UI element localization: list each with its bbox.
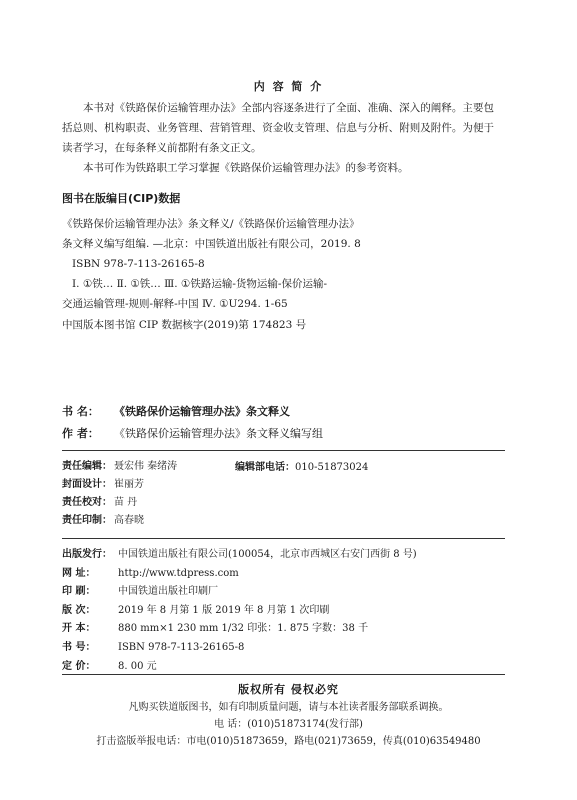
proofreader-value: 苗 丹 [114,497,138,508]
summary-body [62,98,494,178]
proofreader-row [62,494,177,512]
divider-line [62,450,505,451]
editorial-phone-key: 编辑部电话： [235,462,295,473]
rights-line: 凡购买铁道版图书，如有印制质量问题，请与本社读者服务部联系调换。 [128,702,449,713]
pub-value: 8. 00 元 [118,660,157,672]
format-row [62,620,417,639]
cip-heading: 图书在版编目(CIP)数据 [62,192,181,205]
cip-csc-number: 中国版本图书馆 CIP 数据核字(2019)第 174823 号 [62,319,307,331]
pub-key: 印 刷： [62,586,96,598]
editorial-block [62,458,177,530]
printer-row [62,583,417,602]
pub-key: 书 号： [62,641,96,653]
cip-line: 条文释义编写组编. —北京：中国铁道出版社有限公司，2019. 8 [62,238,361,250]
editor-value: 聂宏伟 秦绪涛 [114,461,178,472]
editorial-phone-value: 010-51873024 [295,462,369,473]
edition-row [62,602,417,621]
divider-line [62,538,505,539]
editor-key: 责任编辑： [62,461,112,472]
summary-paragraph: 本书对《铁路保价运输管理办法》全部内容逐条进行了全面、准确、深入的阐释。主要包括总则、机构职责、业务管理、营销管理、资金收支管理、信息与分析、附则及附件。为便于读者学习，在每条释义前都附有条文正文。 [62,102,494,154]
print-supervisor-value: 高春晓 [114,515,144,526]
pub-key: 版 次： [62,604,96,616]
pub-value: 中国铁道出版社有限公司(100054，北京市西城区右安门西街 8 号) [118,549,417,560]
publisher-row [62,546,417,565]
pub-value: 880 mm×1 230 mm 1/32 印张：1. 875 字数：38 千 [118,623,369,635]
isbn-row [62,639,417,658]
book-title-row [62,401,323,423]
print-supervisor-row [62,512,177,530]
rights-line: 电 话：(010)51873174(发行部) [214,719,363,730]
book-author-row [62,423,323,445]
pub-value: 2019 年 8 月第 1 版 2019 年 8 月第 1 次印刷 [118,604,330,616]
pub-value: http://www.tdpress.com [118,567,239,579]
pub-key: 网 址： [62,567,96,579]
editorial-phone [235,458,368,473]
pub-value: 中国铁道出版社印刷厂 [118,586,218,598]
cover-design-key: 封面设计： [62,479,112,490]
rights-line: 打击盗版举报电话：市电(010)51873659，路电(021)73659，传真(010)63549480 [96,736,481,747]
cip-record [62,214,361,314]
pub-key: 开 本： [62,623,96,635]
cover-design-value: 崔丽芳 [114,479,144,490]
pub-key: 出版发行： [62,549,112,560]
rights-notice [0,699,577,750]
cip-line: 交通运输管理-规则-解释-中国 Ⅳ. ①U294. 1-65 [62,298,288,310]
cip-line: 《铁路保价运输管理办法》条文释义/《铁路保价运输管理办法》 [62,218,360,230]
print-supervisor-key: 责任印制： [62,515,112,526]
book-author-value: 《铁路保价运输管理办法》条文释义编写组 [114,427,323,440]
summary-paragraph: 本书可作为铁路职工学习掌握《铁路保价运输管理办法》的参考资料。 [83,162,409,174]
cip-line: ISBN 978-7-113-26165-8 [72,258,205,270]
pub-key: 定 价： [62,660,96,672]
book-title-value: 《铁路保价运输管理办法》条文释义 [114,405,290,418]
website-row [62,565,417,584]
publication-block [62,546,417,676]
divider-line [62,674,505,675]
cover-design-row [62,476,177,494]
cip-line: Ⅰ. ①铁… Ⅱ. ①铁… Ⅲ. ①铁路运输-货物运输-保价运输- [72,278,327,290]
book-title-key: 书 名： [62,405,99,418]
book-author-key: 作 者： [62,427,99,440]
book-info [62,401,323,445]
rights-title: 版权所有 侵权必究 [238,683,339,696]
editor-row [62,458,177,476]
summary-title: 内 容 简 介 [253,80,324,93]
pub-value: ISBN 978-7-113-26165-8 [118,641,245,653]
proofreader-key: 责任校对： [62,497,112,508]
